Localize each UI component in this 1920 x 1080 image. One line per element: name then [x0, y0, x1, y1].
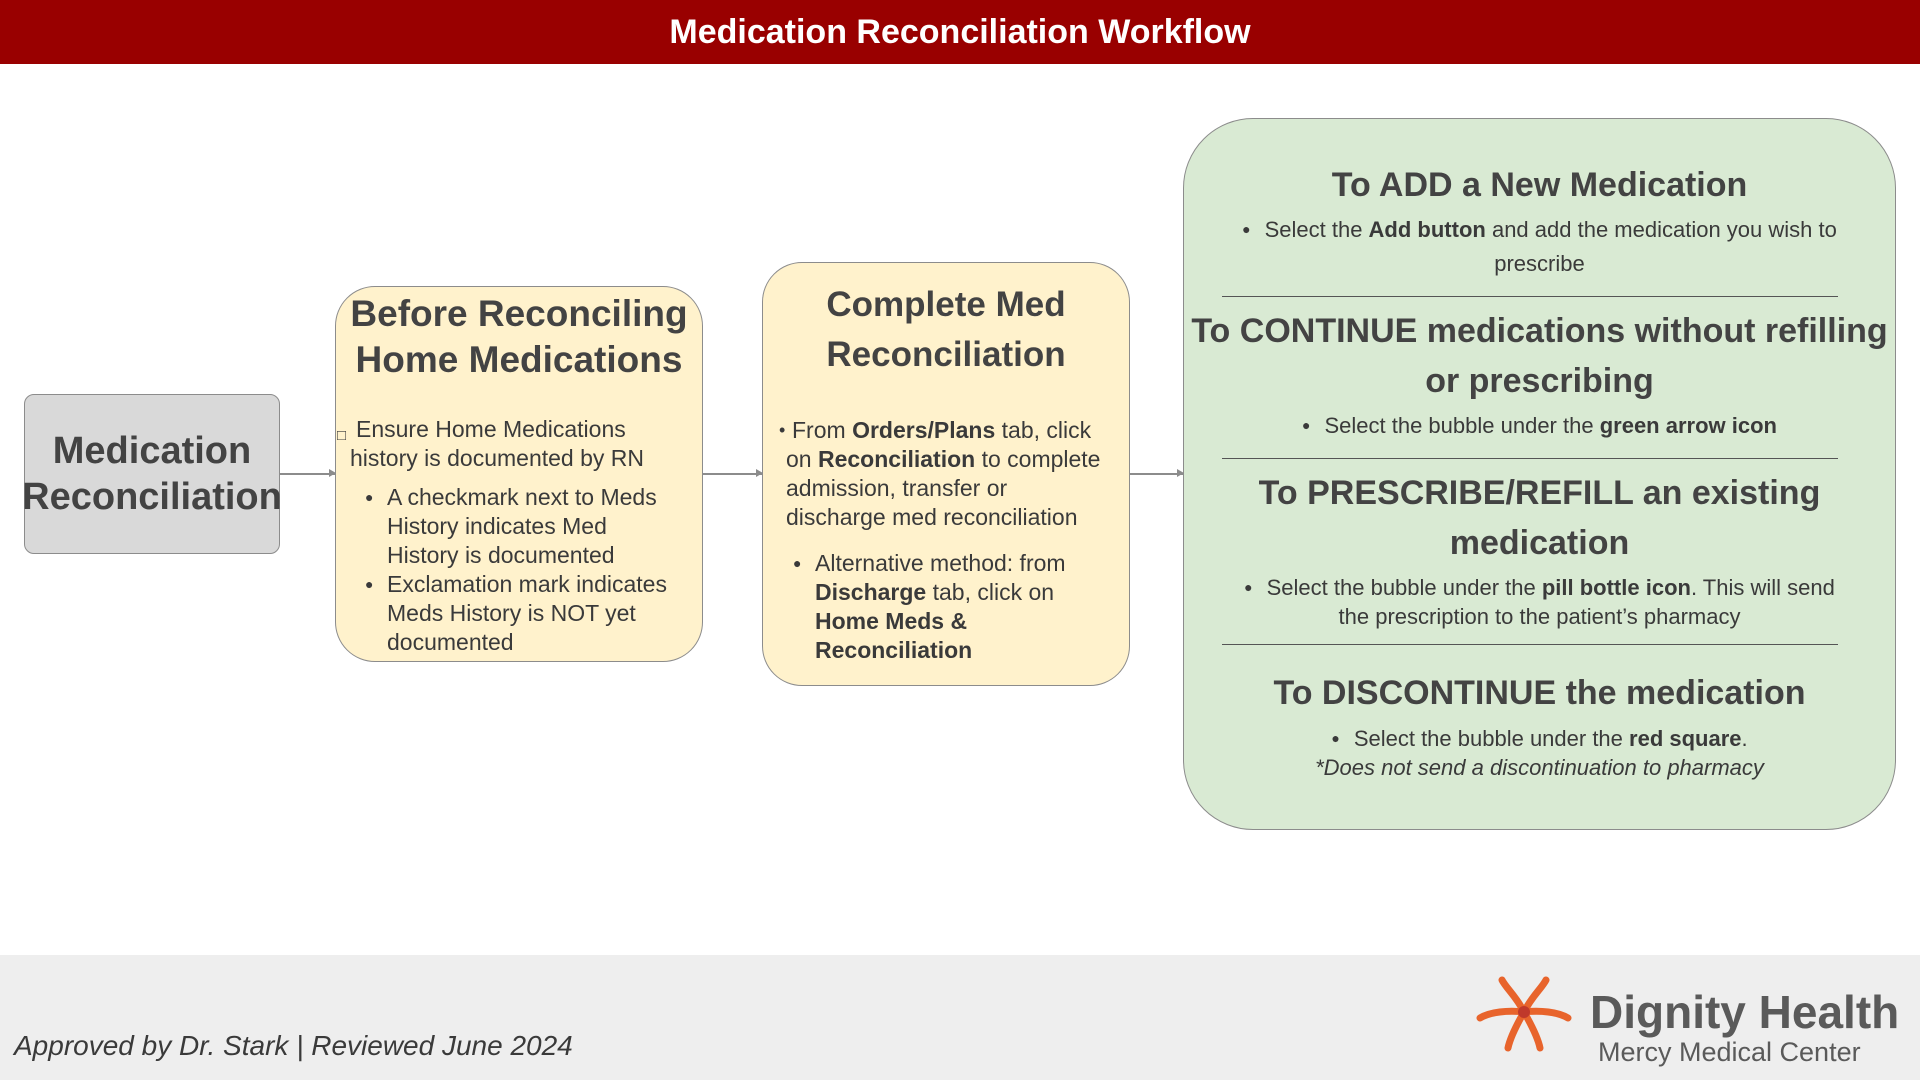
before-main-item-line1: Ensure Home Medications	[356, 416, 626, 442]
add-bullet-icon: ●	[1242, 221, 1251, 237]
discontinue-instruction-post: .	[1741, 726, 1748, 751]
divider-1	[1222, 296, 1838, 297]
add-heading: To ADD a New Medication	[1331, 166, 1748, 204]
prescribe-instruction-post: . This will send	[1690, 575, 1835, 600]
complete-step-line3: admission, transfer or	[786, 475, 1008, 501]
checkbox-icon: □	[337, 427, 347, 444]
add-instruction-line1	[1183, 214, 1896, 248]
complete-alt-line3	[815, 607, 967, 636]
connector-arrow-3	[1130, 473, 1183, 475]
complete-step-line2	[786, 445, 1100, 474]
complete-step-suffix: to complete	[975, 446, 1101, 472]
add-instruction-line2: prescribe	[1494, 251, 1585, 276]
prescribe-bullet-icon: ●	[1244, 579, 1253, 595]
complete-step-line1	[792, 416, 1091, 445]
discontinue-instruction-pre: Select the bubble under the	[1353, 726, 1630, 751]
red-square-label: red square	[1629, 726, 1742, 751]
before-sub-item-1-line2: History indicates Med	[387, 513, 607, 539]
complete-step-prefix: From	[792, 417, 853, 443]
before-sub-item-2-line1: ● Exclamation mark indicates	[387, 570, 667, 599]
org-subtitle: Mercy Medical Center	[1598, 1037, 1861, 1067]
green-arrow-icon-label: green arrow icon	[1599, 413, 1777, 438]
home-meds-label: Home Meds &	[815, 608, 968, 634]
connector-arrow-2	[703, 473, 762, 475]
start-node-line2: Reconciliation	[22, 476, 282, 518]
before-sub-item-1-line1: ● A checkmark next to Meds	[387, 483, 657, 512]
discontinue-bullet-icon: ●	[1331, 730, 1340, 746]
discharge-tab-label: Discharge	[815, 579, 927, 605]
continue-heading-line2: or prescribing	[1425, 362, 1654, 400]
before-main-item-line2: history is documented by RN	[350, 445, 645, 471]
before-sub-item-2-line2: Meds History is NOT yet	[387, 600, 636, 626]
divider-2	[1222, 458, 1838, 459]
before-sub-item-1-line3: History is documented	[387, 542, 615, 568]
reconciliation-label: Reconciliation	[817, 446, 976, 472]
connector-arrow-1	[280, 473, 335, 475]
complete-step-on: on	[786, 446, 818, 472]
discontinue-heading: To DISCONTINUE the medication	[1273, 674, 1806, 712]
title-banner	[0, 0, 1920, 64]
orders-plans-tab-label: Orders/Plans	[852, 417, 996, 443]
complete-heading-line2: Reconciliation	[826, 335, 1066, 374]
add-button-label: Add button	[1368, 217, 1486, 242]
complete-alt-line1: ● Alternative method: from	[815, 549, 1066, 578]
add-instruction-pre: Select the	[1264, 217, 1369, 242]
reconciliation-target-label: Reconciliation	[815, 637, 973, 663]
prescribe-heading-line2: medication	[1449, 524, 1630, 562]
continue-instruction-pre: Select the bubble under the	[1324, 413, 1600, 438]
continue-bullet-icon: ●	[1302, 417, 1311, 433]
complete-step-mid: tab, click	[995, 417, 1092, 443]
complete-alt-line2	[815, 578, 1054, 607]
prescribe-heading-line1: To PRESCRIBE/REFILL an existing	[1258, 474, 1821, 512]
pill-bottle-icon-label: pill bottle icon	[1541, 575, 1691, 600]
start-node-line1: Medication	[52, 430, 252, 472]
prescribe-instruction-pre: Select the bubble under the	[1266, 575, 1542, 600]
add-instruction-post: and add the medication you wish to	[1485, 217, 1837, 242]
dignity-health-logo-icon	[1476, 972, 1572, 1052]
discontinue-note: *Does not send a discontinuation to pharmacy	[1315, 755, 1764, 780]
continue-instruction	[1183, 410, 1896, 444]
continue-heading-line1: To CONTINUE medications without refilling	[1191, 312, 1888, 350]
start-node-medication-reconciliation	[24, 394, 280, 554]
before-heading-line1: Before Reconciling	[350, 293, 688, 334]
complete-step-line4: discharge med reconciliation	[786, 504, 1078, 530]
prescribe-instruction-line2: the prescription to the patient’s pharmacy	[1338, 604, 1741, 629]
org-name: Dignity Health	[1590, 986, 1900, 1038]
approval-note: Approved by Dr. Stark | Reviewed June 2024	[14, 1030, 573, 1061]
complete-alt-mid: tab, click on	[926, 579, 1055, 605]
before-sub-item-2-line3: documented	[387, 629, 514, 655]
complete-heading-line1: Complete Med	[826, 285, 1066, 324]
page-title: Medication Reconciliation Workflow	[669, 12, 1251, 51]
before-heading-line2: Home Medications	[355, 339, 683, 380]
divider-3	[1222, 644, 1838, 645]
complete-alt-line4	[815, 636, 972, 665]
